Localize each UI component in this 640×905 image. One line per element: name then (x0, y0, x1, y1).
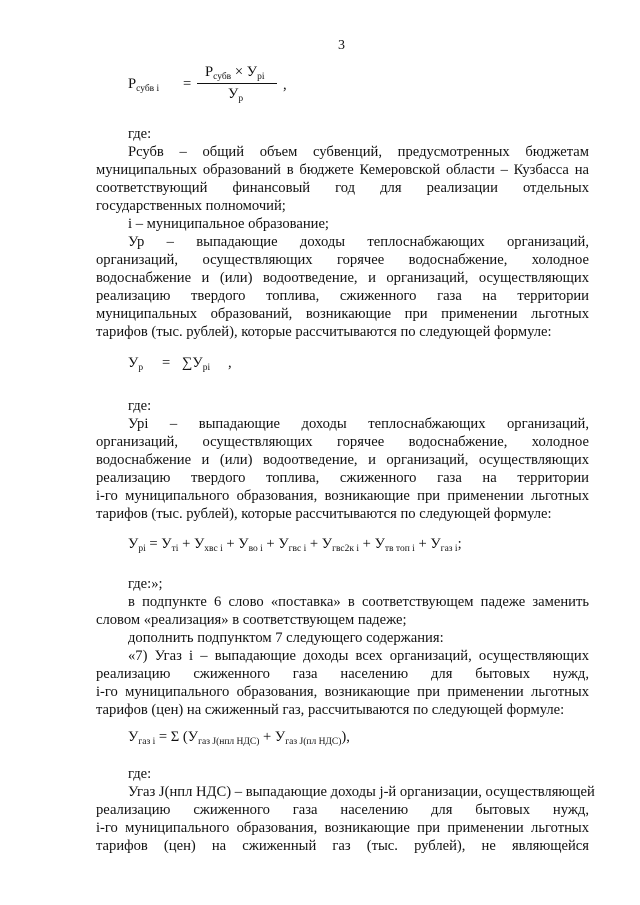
formula-3-term: У (430, 536, 441, 552)
formula-3-term: У (321, 536, 333, 552)
formula-3-term-subscript: гвс i (288, 544, 307, 554)
amendment-subpoint-6: в подпункте 6 слово «поставка» в соответствующем падеже заменить (128, 594, 589, 610)
formula-3-operator: + (222, 536, 239, 552)
text-line: словом «реализация» в соответствующем падеже; (96, 612, 407, 628)
text-line: i-го муниципального образования, возникающие при применении льготных (96, 820, 589, 836)
where-label-closing: где:»; (128, 576, 163, 592)
text-line: реализацию сжиженного газа населению для бытовых нужд, (96, 802, 589, 818)
definition-y-gaz-j: Угаз J(нпл НДС) – выпадающие доходы j-й организации, осуществляющей (128, 784, 595, 800)
formula-2-eq: = (162, 355, 171, 371)
text-line: тарифов (тыс. рублей), которые рассчитываются по следующей формуле: (96, 506, 552, 522)
where-label: где: (128, 398, 152, 414)
text-line: тарифов (тыс. рублей), которые рассчитываются по следующей формуле: (96, 324, 552, 340)
formula-3-term-subscript: хвс i (204, 544, 223, 554)
definition-y-p: Ур – выпадающие доходы теплоснабжающих организаций, (128, 234, 589, 250)
formula-3: $У_{рi} = У_{тi} + У_{хвс i} + У_{во i} + У_{гвс i} + У_{гвс2к i} + У_{тв топ i} + У_{газ i}$; (128, 536, 462, 554)
text-line: реализацию твердого топлива, сжиженного газа на территории (96, 470, 589, 486)
formula-3-term-subscript: тi (171, 544, 179, 554)
text-line: соответствующий финансовый год для реализации отдельных (96, 180, 589, 196)
amendment-add-subpoint-7: дополнить подпунктом 7 следующего содержания: (128, 630, 444, 646)
formula-3-operator: + (178, 536, 194, 552)
formula-1-eq: = (183, 76, 192, 92)
formula-1-fraction-bar (197, 83, 277, 84)
text-line: реализацию сжиженного газа населению для бытовых нужд, (96, 666, 589, 682)
definition-i: i – муниципальное образование; (128, 216, 329, 232)
formula-3-operator: + (414, 536, 431, 552)
formula-3-term-subscript: тв топ i (384, 544, 415, 554)
subpoint-7-text: «7) Угаз i – выпадающие доходы всех организаций, осуществляющих (128, 648, 589, 664)
formula-3-operator: + (359, 536, 375, 552)
formula-3-term: У (193, 536, 205, 552)
text-line: организаций, осуществляющих горячее водоснабжение, холодное (96, 434, 589, 450)
definition-p-subv: Рсубв – общий объем субвенций, предусмотренных бюджетам (128, 144, 589, 160)
formula-1-denominator: $У_p$ (228, 86, 244, 104)
definition-y-pi: Урi – выпадающие доходы теплоснабжающих организаций, (128, 416, 589, 432)
formula-3-term: У (238, 536, 249, 552)
formula-3-term-subscript: гвс2к i (332, 544, 360, 554)
text-line: муниципальных образований в бюджете Кемеровской области – Кузбасса на (96, 162, 589, 178)
formula-3-term: У (374, 536, 385, 552)
formula-1-lhs: $P_{субв i}$ (128, 76, 160, 94)
text-line: i-го муниципального образования, возникающие при применении льготных (96, 488, 589, 504)
formula-3-term: У (278, 536, 289, 552)
formula-2-rhs: $\sum У_{рi}$ (182, 355, 211, 373)
formula-3-term-subscript: газ i (440, 544, 458, 554)
formula-4: $У_{газ i} = \Sigma$ $(У_{газ J(нпл НДС)} + У_{газ J(пл НДС)})$, (128, 729, 350, 747)
text-line: муниципальных образований, возникающие при применении льготных (96, 306, 589, 322)
text-line: организаций, осуществляющих горячее водоснабжение, холодное (96, 252, 589, 268)
text-line: i-го муниципального образования, возникающие при применении льготных (96, 684, 589, 700)
where-label: где: (128, 766, 152, 782)
formula-3-operator: = (149, 536, 162, 552)
text-line: реализацию твердого топлива, сжиженного газа на территории (96, 288, 589, 304)
text-line: государственных полномочий; (96, 198, 286, 214)
formula-1-tail: , (283, 77, 287, 93)
formula-1-numerator: $P_{субв} \times У_{pi}$ (205, 64, 265, 82)
page-number: 3 (338, 38, 345, 53)
formula-3-term-subscript: во i (248, 544, 263, 554)
text-line: тарифов (цен) на сжиженный газ, рассчитываются по следующей формуле: (96, 702, 565, 718)
where-label: где: (128, 126, 152, 142)
text-line: тарифов (цен) на сжиженный газ (тыс. рублей), не являющейся (96, 838, 589, 854)
text-line: водоснабжение и (или) водоотведение, и организаций, осуществляющих (96, 270, 589, 286)
formula-3-operator: + (262, 536, 279, 552)
formula-3-term: У (161, 536, 172, 552)
formula-2-tail: , (228, 355, 232, 371)
text-line: водоснабжение и (или) водоотведение, и организаций, осуществляющих (96, 452, 589, 468)
formula-2-lhs: $У_р$ (128, 355, 144, 373)
formula-3-operator: + (306, 536, 322, 552)
